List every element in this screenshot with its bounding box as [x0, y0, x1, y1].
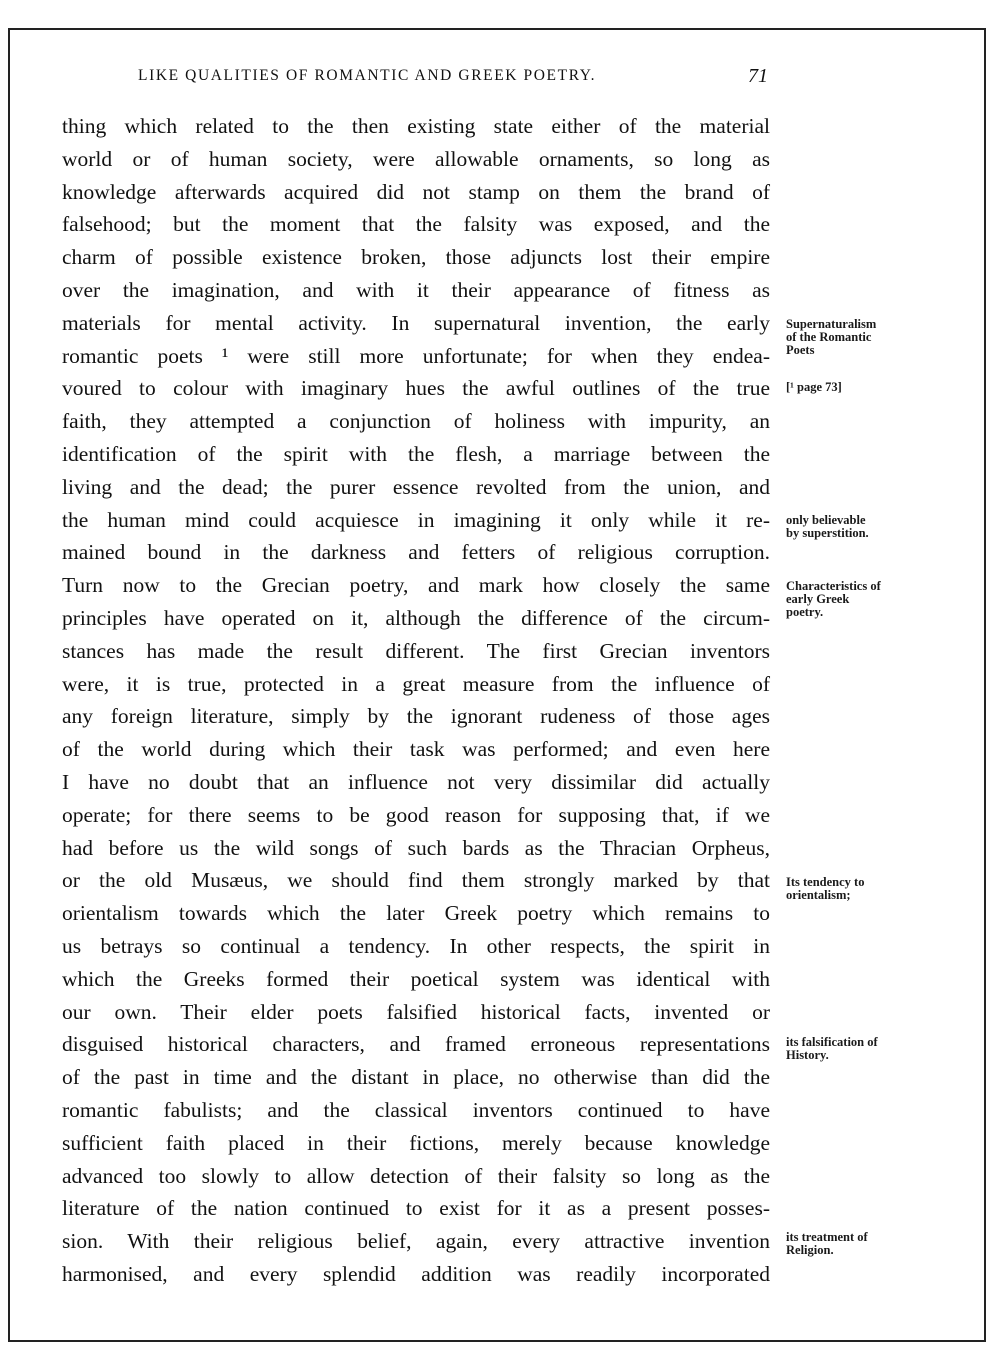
- side-note-line: History.: [786, 1048, 829, 1062]
- side-note-line: orientalism;: [786, 888, 851, 902]
- text-line: our own. Their elder poets falsified historical facts, invented or: [62, 999, 770, 1024]
- side-note-line: Characteristics of: [786, 579, 881, 593]
- running-head-title: LIKE QUALITIES OF ROMANTIC AND GREEK POETRY.: [138, 67, 597, 84]
- text-line: romantic fabulists; and the classical inventors continued to have: [62, 1097, 770, 1122]
- text-line: which the Greeks formed their poetical system was identical with: [62, 966, 770, 991]
- side-note-believable: [786, 514, 976, 540]
- text-line: identification of the spirit with the flesh, a marriage between the: [62, 441, 770, 466]
- side-note-line: poetry.: [786, 605, 824, 619]
- side-note-line: by superstition.: [786, 526, 869, 540]
- text-line: of the world during which their task was performed; and even here: [62, 737, 770, 762]
- side-note-line: only believable: [786, 513, 866, 527]
- text-line: orientalism towards which the later Greek poetry which remains to: [62, 901, 770, 926]
- text-line: disguised historical characters, and framed erroneous representations: [62, 1032, 770, 1057]
- text-line: of the past in time and the distant in place, no otherwise than did the: [62, 1065, 770, 1090]
- text-line: sufficient faith placed in their fictions, merely because knowledge: [62, 1130, 770, 1155]
- side-note-page-ref: [786, 381, 976, 394]
- text-line: materials for mental activity. In supernatural invention, the early: [62, 310, 770, 335]
- text-line: faith, they attempted a conjunction of holiness with impurity, an: [62, 409, 770, 434]
- text-line: voured to colour with imaginary hues the awful outlines of the true: [62, 376, 770, 401]
- text-line: the human mind could acquiesce in imagining it only while it re-: [62, 507, 770, 532]
- body-text: [62, 110, 770, 1291]
- text-line: stances has made the result different. The first Grecian inventors: [62, 638, 770, 663]
- side-note-line: [¹ page 73]: [786, 380, 842, 394]
- text-line: principles have operated on it, although the difference of the circum-: [62, 605, 770, 630]
- text-line: harmonised, and every splendid addition was readily incorporated: [62, 1261, 770, 1286]
- text-line: over the imagination, and with it their appearance of fitness as: [62, 277, 770, 302]
- side-note-religion: [786, 1231, 976, 1257]
- text-line: had before us the wild songs of such bards as the Thracian Orpheus,: [62, 835, 770, 860]
- side-note-orientalism: [786, 876, 976, 902]
- side-note-line: of the Romantic: [786, 330, 872, 344]
- text-line: living and the dead; the purer essence revolted from the union, and: [62, 474, 770, 499]
- text-line: any foreign literature, simply by the ignorant rudeness of those ages: [62, 704, 770, 729]
- side-note-line: Supernaturalism: [786, 317, 877, 331]
- running-head: [130, 64, 770, 88]
- side-note-line: Its tendency to: [786, 875, 865, 889]
- text-line: knowledge afterwards acquired did not stamp on them the brand of: [62, 179, 770, 204]
- side-note-line: its treatment of: [786, 1230, 868, 1244]
- side-note-line: early Greek: [786, 592, 850, 606]
- text-line: sion. With their religious belief, again, every attractive invention: [62, 1229, 770, 1254]
- text-line: romantic poets ¹ were still more unfortunate; for when they endea-: [62, 343, 770, 368]
- text-line: literature of the nation continued to exist for it as a present posses-: [62, 1196, 770, 1221]
- text-line: falsehood; but the moment that the falsity was exposed, and the: [62, 212, 770, 237]
- text-line: world or of human society, were allowable ornaments, so long as: [62, 146, 770, 171]
- side-note-characteristics: [786, 580, 976, 619]
- side-note-line: Poets: [786, 343, 815, 357]
- text-line: thing which related to the then existing state either of the material: [62, 114, 770, 138]
- side-note-supernaturalism: [786, 318, 976, 357]
- text-line: advanced too slowly to allow detection of their falsity so long as the: [62, 1163, 770, 1188]
- text-line: were, it is true, protected in a great measure from the influence of: [62, 671, 770, 696]
- text-line: us betrays so continual a tendency. In other respects, the spirit in: [62, 933, 770, 958]
- side-note-line: Religion.: [786, 1243, 834, 1257]
- text-line: operate; for there seems to be good reason for supposing that, if we: [62, 802, 770, 827]
- text-line: I have no doubt that an influence not very dissimilar did actually: [62, 769, 770, 794]
- text-line: charm of possible existence broken, those adjuncts lost their empire: [62, 245, 770, 270]
- text-line: or the old Musæus, we should find them strongly marked by that: [62, 868, 770, 893]
- side-note-line: its falsification of: [786, 1035, 878, 1049]
- text-line: mained bound in the darkness and fetters of religious corruption.: [62, 540, 770, 565]
- side-note-falsification: [786, 1036, 976, 1062]
- text-line: Turn now to the Grecian poetry, and mark how closely the same: [62, 573, 770, 598]
- page-number: 71: [748, 65, 768, 87]
